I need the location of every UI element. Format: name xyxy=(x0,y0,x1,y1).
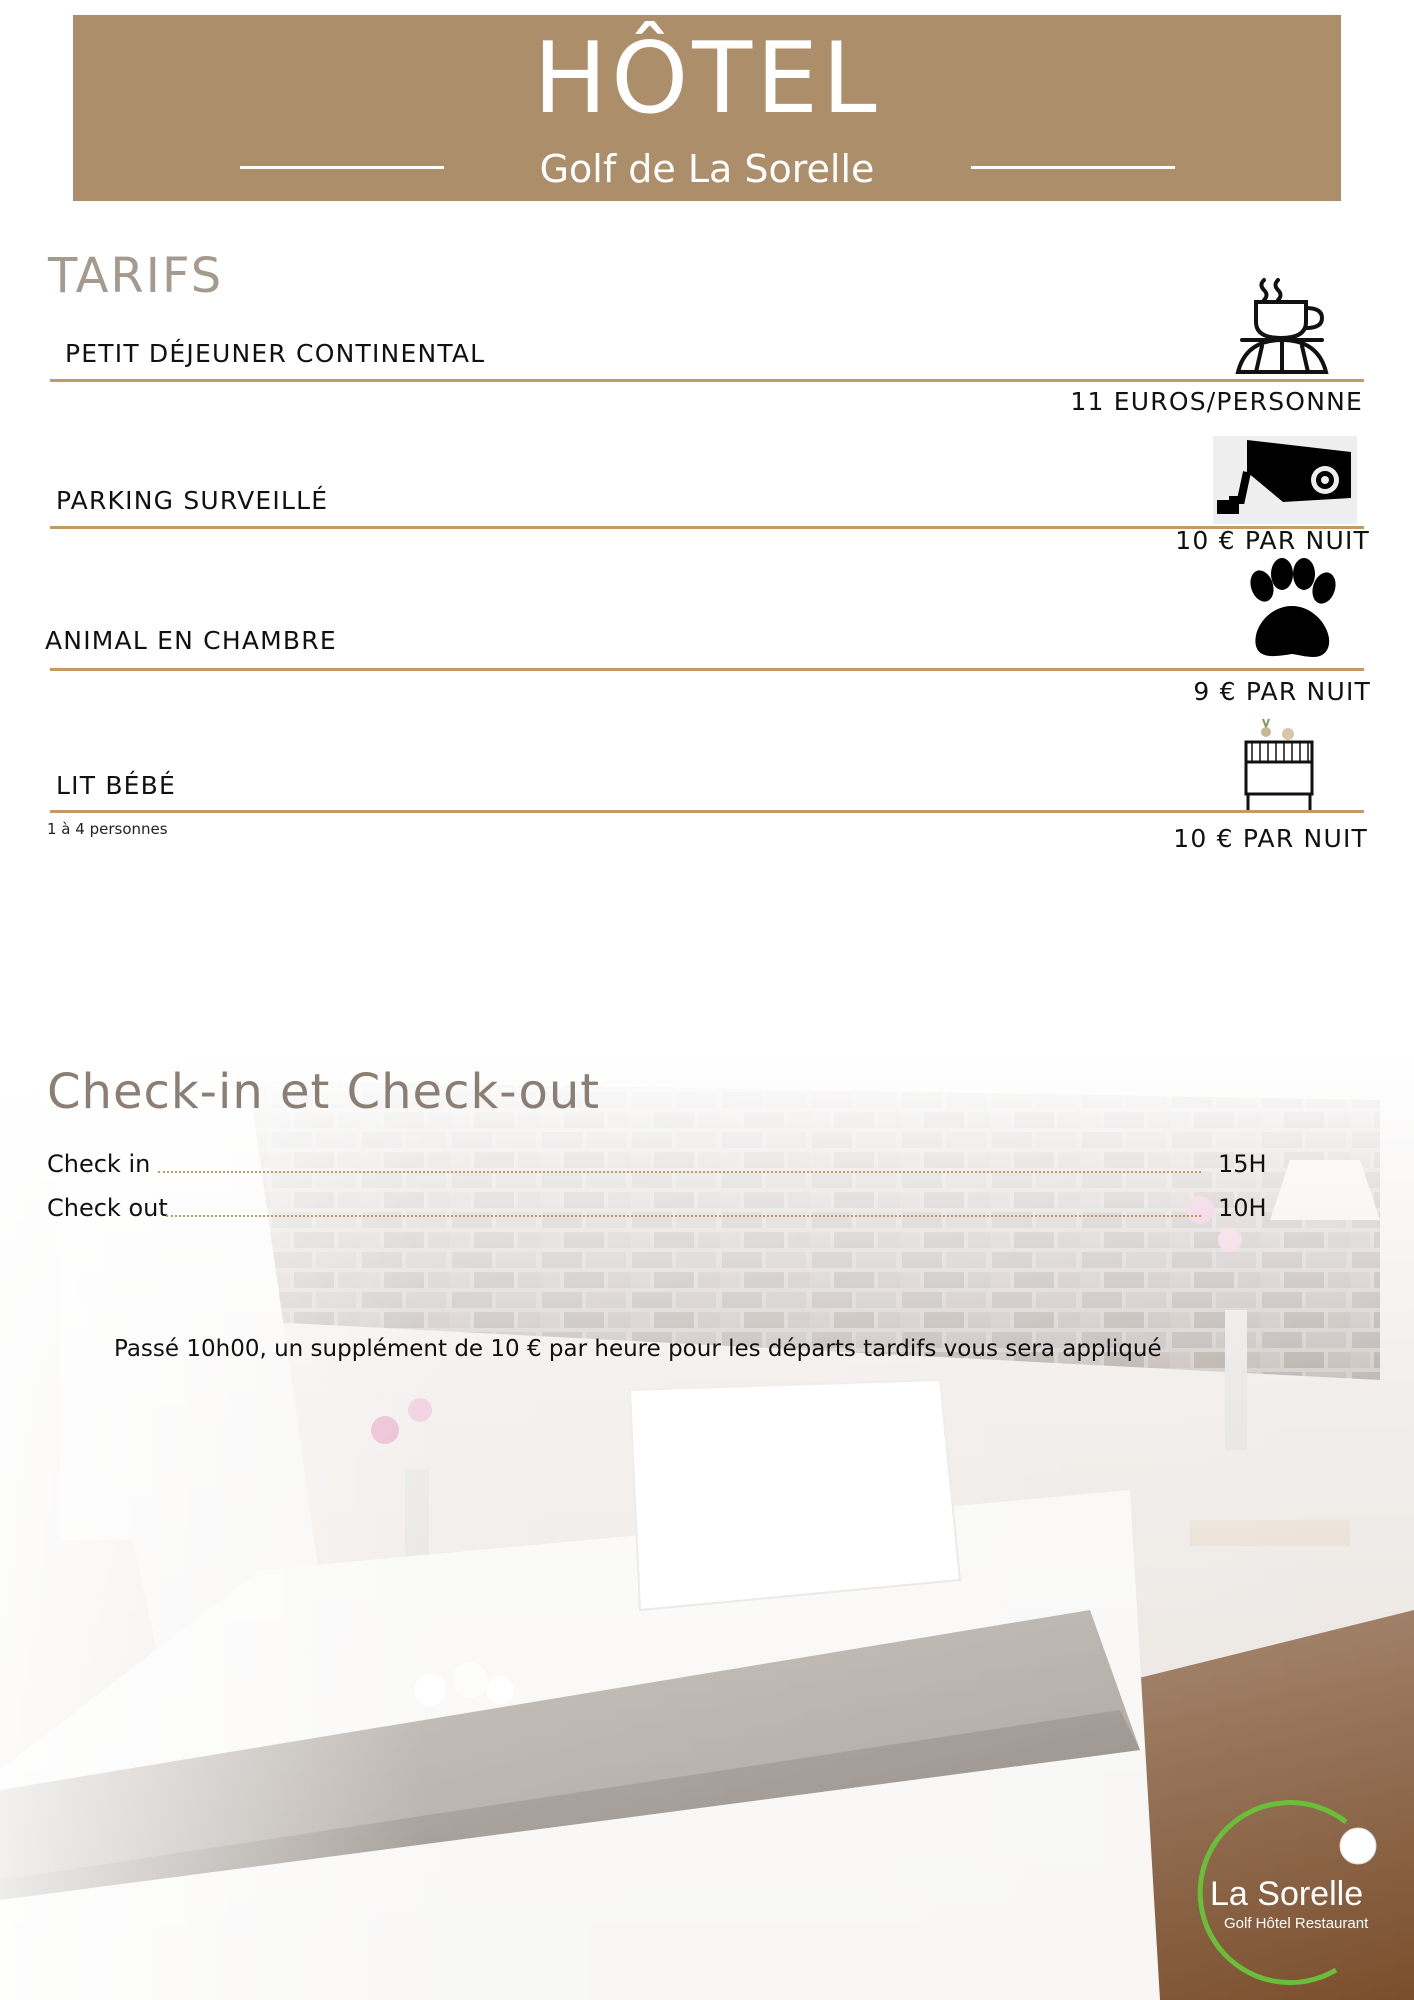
hotel-subtitle: Golf de La Sorelle xyxy=(539,147,875,191)
tarif-label-crib: LIT BÉBÉ xyxy=(56,771,177,800)
rule-parking xyxy=(50,526,1364,529)
tarif-price-breakfast: 11 EUROS/PERSONNE xyxy=(1070,387,1363,416)
rule-breakfast xyxy=(50,379,1364,382)
tarif-price-crib: 10 € PAR NUIT xyxy=(1173,824,1368,853)
banner-right-rule xyxy=(971,166,1175,169)
header-banner xyxy=(73,15,1341,201)
checkout-value: 10H xyxy=(1218,1194,1267,1222)
crib-note: 1 à 4 personnes xyxy=(47,820,168,838)
rule-crib xyxy=(50,810,1364,813)
checkout-label: Check out xyxy=(47,1194,168,1222)
hotel-title: HÔTEL xyxy=(533,22,881,136)
tarif-label-parking: PARKING SURVEILLÉ xyxy=(56,486,329,515)
tarif-price-pet: 9 € PAR NUIT xyxy=(1193,677,1371,706)
baby-crib-icon xyxy=(1242,714,1318,814)
checkin-leader-dots xyxy=(158,1171,1201,1173)
tarif-label-breakfast: PETIT DÉJEUNER CONTINENTAL xyxy=(65,339,486,368)
checkin-label: Check in xyxy=(47,1150,151,1178)
checkout-leader-dots xyxy=(166,1215,1201,1217)
late-checkout-note: Passé 10h00, un supplément de 10 € par heure pour les départs tardifs vous sera appliqué xyxy=(114,1336,1162,1362)
tarifs-title: TARIFS xyxy=(48,248,224,304)
logo-name: La Sorelle xyxy=(1210,1875,1364,1913)
tarif-label-pet: ANIMAL EN CHAMBRE xyxy=(45,626,337,655)
checkin-value: 15H xyxy=(1218,1150,1267,1178)
logo-tagline: Golf Hôtel Restaurant xyxy=(1224,1915,1369,1932)
tarif-price-parking: 10 € PAR NUIT xyxy=(1175,526,1370,555)
paw-icon xyxy=(1240,556,1338,666)
bedroom-photo xyxy=(0,1050,1414,2000)
rule-pet xyxy=(50,668,1364,671)
security-camera-icon xyxy=(1213,436,1357,524)
coffee-croissant-icon xyxy=(1228,272,1338,382)
la-sorelle-logo xyxy=(1186,1798,1386,1998)
checkin-title: Check-in et Check-out xyxy=(47,1064,601,1120)
